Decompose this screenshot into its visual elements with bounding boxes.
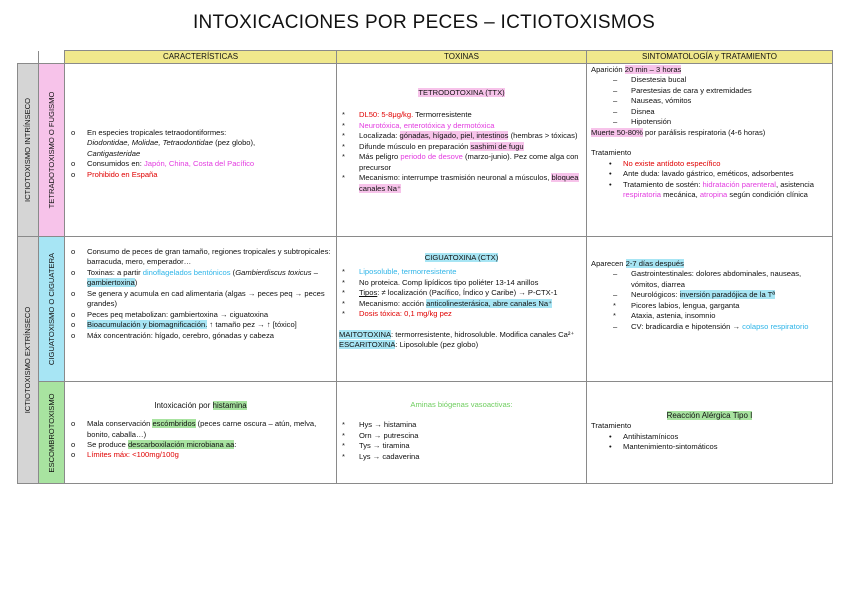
symptom-list [591, 75, 828, 127]
sin-cigua-content [587, 237, 832, 334]
text: anticolinesterásica, abre canales Na⁺ [426, 298, 553, 308]
text: Toxinas: a partir [87, 267, 143, 277]
text: Neurotóxica, enterotóxica y dermotóxica [359, 120, 495, 130]
text: Se produce [87, 439, 128, 449]
text: : Liposoluble (pez globo) [395, 340, 479, 350]
text: por parálisis respiratoria (4-6 horas) [642, 127, 766, 137]
list-item: * Lys → cadaverina [342, 451, 420, 461]
text: 2-7 días después [625, 259, 684, 268]
list-item: o Bioacumulación y biomagnificación. ↑ tamaño pez → ↑ [tóxico] [71, 320, 297, 330]
text: Parestesias de cara y extremidades [631, 85, 752, 95]
escaritoxina [337, 340, 586, 350]
text: atropina [699, 190, 728, 200]
text: ) [134, 278, 138, 288]
list-item: – Neurológicos: inversión paradójica de la Tª * Picores labios, lengua, garganta * Ataxia, astenia, insomnio [591, 290, 828, 321]
text: – [311, 267, 318, 277]
list-item: – Parestesias de cara y extremidades [613, 85, 752, 95]
list-item: o Consumidos en: Japón, China, Costa del Pacífico [71, 159, 255, 169]
list-item: • No existe antídoto específico [609, 158, 721, 168]
symptom-list [591, 269, 828, 332]
text: Tipos [359, 288, 378, 298]
list-item: * Picores labios, lengua, garganta [613, 300, 740, 310]
text: ↑ tamaño pez → ↑ [tóxico] [207, 320, 297, 330]
text: hidratación parenteral [702, 179, 776, 189]
ictiotoxismos-table [17, 50, 833, 484]
onset [591, 259, 828, 269]
text: Localizada: [359, 131, 400, 141]
list-item: • Ante duda: lavado gástrico, eméticos, adsorbentes [609, 169, 794, 179]
text: Gambierdiscus toxicus [235, 267, 312, 277]
text: (peces carne oscura – atún, melva, bonito, caballa…) [87, 419, 317, 439]
car-cigua-list [65, 247, 336, 341]
list-item: o Toxinas: a partir dinoflagelados bentónicos (Gambierdiscus toxicus – gambiertoxina) [71, 267, 318, 288]
tox-cigua [337, 237, 587, 382]
list-item: * Hys → histamina [342, 420, 417, 430]
text: Aparición [591, 65, 625, 74]
text: periodo de desove [400, 152, 463, 162]
tox-title-wrap [337, 88, 586, 98]
car-cigua [65, 237, 337, 382]
text: Prohibido en España [87, 169, 158, 179]
list-item: • Antihistamínicos [609, 431, 679, 441]
text: : termorresistente, hidrosoluble. Modifica canales Ca²⁺ [391, 329, 575, 339]
text: Antihistamínicos [623, 431, 679, 441]
list-item: o Máx concentración: hígado, cerebro, gónadas y cabeza [71, 330, 275, 340]
list-item: o Consumo de peces de gran tamaño, regiones tropicales y subtropicales: barracuda, mero, emperador… [71, 247, 331, 267]
list-item: o Peces peq metabolizan: gambiertoxina → ciguatoxina [71, 309, 269, 319]
sin-escombro-head [587, 410, 832, 421]
group-intrinseco-label: ICTIOTOXISMO INTRÍNSECO [22, 97, 32, 203]
group-extrinseco [18, 237, 39, 484]
list-item: – Disestesia bucal [613, 75, 687, 85]
text: DL50: 5-8μg/kg. [359, 110, 414, 120]
text: No existe antídoto específico [623, 158, 721, 168]
text: : [234, 439, 237, 449]
header-empty [39, 51, 65, 64]
list-item: * DL50: 5-8μg/kg. Termorresistente [342, 110, 472, 120]
onset [591, 65, 828, 75]
text: : ≠ localización (Pacífico, Índico y Caribe) → P-CTX-1 [377, 288, 558, 298]
text: Consumo de peces de gran tamaño, regiones tropicales y subtropicales: barracuda, mero, emperador… [87, 247, 331, 267]
text: Peces peq metabolizan: gambiertoxina → ciguatoxina [87, 309, 269, 319]
text: , asistencia [775, 179, 814, 189]
text: Termorresistente [413, 110, 472, 120]
text: Hipotensión [631, 117, 672, 127]
text: mecánica, [660, 190, 700, 200]
car-tetrodo [65, 64, 337, 237]
text: Mecanismo: acción [359, 298, 427, 308]
text: Más peligro [359, 152, 401, 162]
text: Difunde músculo en preparación [359, 141, 471, 151]
page-title: INTOXICACIONES POR PECES – ICTIOTOXISMOS [192, 12, 656, 33]
list-item: * Localizada: gónadas, hígado, piel, intestinos (hembras > tóxicas) [342, 131, 578, 141]
row-label-cigua [39, 237, 65, 382]
list-item: * Dosis tóxica: 0,1 mg/kg pez [342, 309, 452, 319]
tox-escombro [337, 382, 587, 484]
text: Ante duda: lavado gástrico, eméticos, adsorbentes [623, 169, 794, 179]
header-caracteristicas: CARACTERÍSTICAS [65, 51, 337, 64]
list-item: * Tipos: ≠ localización (Pacífico, Índico y Caribe) → P-CTX-1 [342, 288, 558, 298]
sin-tetrodo [587, 64, 833, 237]
toxin-name: TETRODOTOXINA (TTX) [418, 88, 505, 97]
text: Cantigasteridae [87, 148, 141, 158]
row-label-text: ESCOMBROTOXISMO [46, 392, 56, 473]
text: Límites máx: <100mg/100g [87, 450, 179, 460]
treatment-heading: Tratamiento [591, 148, 632, 158]
neuro-list [591, 301, 828, 322]
text: Bioacumulación y biomagnificación. [87, 320, 208, 330]
list-item: * Más peligro periodo de desove (marzo-junio). Pez come alga con precursor [342, 152, 579, 172]
text: Mecanismo: interrumpe trasmisión neuronal a músculos, [359, 173, 552, 183]
list-item: – Nauseas, vómitos [613, 96, 692, 106]
text: Mala conservación [87, 419, 153, 429]
text: 20 min – 3 horas [624, 65, 682, 74]
car-tetrodo-list [65, 128, 336, 180]
text: gambiertoxina [87, 278, 135, 288]
header-row [18, 51, 833, 64]
treatment-list [591, 159, 828, 201]
text: CV: bradicardia e hipotensión → [631, 321, 743, 331]
sin-escombro [587, 382, 833, 484]
text: Tratamiento de sostén: [623, 179, 703, 189]
text: (hembras > tóxicas) [508, 131, 578, 141]
list-item: o Mala conservación escómbridos (peces carne oscura – atún, melva, bonito, caballa…) [71, 419, 317, 439]
text: Máx concentración: hígado, cerebro, gónadas y cabeza [87, 330, 275, 340]
list-item: o En especies tropicales tetraodontiformes: Diodontidae, Molidae, Tetraodontidae (pez globo), Cantigasteridae [71, 128, 256, 158]
row-label-escombro [39, 382, 65, 484]
list-item: * Difunde músculo en preparación sashimi de fugu [342, 141, 524, 151]
row-tetrodotoxismo [18, 64, 833, 237]
text: escómbridos [152, 419, 196, 429]
row-label-tetrodo [39, 64, 65, 237]
text: bloquea canales Na⁺ [359, 173, 579, 193]
text: Disnea [631, 106, 655, 116]
list-item: o Se produce descarboxilación microbiana aa: [71, 439, 237, 449]
list-item: * Neurotóxica, enterotóxica y dermotóxica [342, 120, 495, 130]
text: Picores labios, lengua, garganta [631, 300, 740, 310]
treatment-heading: Tratamiento [591, 421, 632, 431]
car-escombro-head [65, 400, 336, 411]
tox-escombro-list [337, 420, 586, 462]
sin-cigua [587, 237, 833, 382]
text: Gastrointestinales: dolores abdominales, nauseas, vómitos, diarrea [631, 269, 802, 289]
text: Liposoluble, termorresistente [359, 267, 457, 277]
text: Tys → tiramina [359, 441, 410, 451]
text: Disestesia bucal [631, 75, 687, 85]
text: ESCARITOXINA [339, 340, 396, 350]
text: Consumidos en: [87, 159, 144, 169]
text: Reacción Alérgica Tipo I [666, 411, 753, 420]
list-item: * Orn → putrescina [342, 430, 419, 440]
row-escombrotoxismo [18, 382, 833, 484]
treatment-list [591, 432, 828, 453]
text: según condición clínica [727, 190, 808, 200]
group-intrinseco [18, 64, 39, 237]
tox-tetrodo-list [337, 110, 586, 194]
header-sintomatologia: SINTOMATOLOGÍA y TRATAMIENTO [587, 51, 833, 64]
header-toxinas: TOXINAS [337, 51, 587, 64]
text: Se genera y acumula en cad alimentaria (algas → peces peq → peces grandes) [87, 288, 325, 309]
text: (pez globo), [212, 138, 256, 148]
text: histamina [212, 401, 247, 410]
text: Aparecen [591, 259, 626, 268]
text: Muerte 50-80% [591, 127, 643, 137]
text: sashimi de fugu [470, 141, 524, 151]
list-item: * Mecanismo: interrumpe trasmisión neuronal a músculos, bloquea canales Na⁺ [342, 173, 579, 193]
text: Dosis tóxica: 0,1 mg/kg pez [359, 309, 452, 319]
list-item: – Hipotensión [613, 117, 672, 127]
text: Lys → cadaverina [359, 451, 420, 461]
list-item: • Mantenimiento-sintomáticos [609, 441, 718, 451]
header-empty [18, 51, 39, 64]
text: (marzo-junio). Pez come alga con precursor [359, 152, 579, 172]
text: Ataxia, astenia, insomnio [631, 311, 716, 321]
maitotoxina [337, 330, 586, 340]
row-label-text: CIGUATOXISMO O CIGUATERA [46, 252, 56, 366]
text: Nauseas, vómitos [631, 96, 692, 106]
tox-title-wrap [337, 253, 586, 263]
list-item: * Mecanismo: acción anticolinesterásica, abre canales Na⁺ [342, 298, 553, 308]
list-item: o Se genera y acumula en cad alimentaria (algas → peces peq → peces grandes) [71, 288, 325, 309]
toxin-name: CIGUATOXINA (CTX) [424, 253, 499, 262]
tox-cigua-list [337, 267, 586, 319]
mortality [591, 128, 828, 138]
text: colapso respiratorio [742, 321, 809, 331]
text: Diodontidae, Molidae, Tetraodontidae [87, 138, 213, 148]
list-item: * Liposoluble, termorresistente [342, 267, 457, 277]
text: ( [230, 267, 236, 277]
text: Intoxicación por [154, 401, 213, 410]
text: MAITOTOXINA [339, 329, 392, 339]
list-item: – Disnea [613, 106, 655, 116]
group-extrinseco-label: ICTIOTOXISMO EXTRÍNSECO [22, 306, 32, 414]
car-escombro [65, 382, 337, 484]
toxin-name: Aminas biógenas vasoactivas: [410, 400, 513, 409]
list-item: * Ataxia, astenia, insomnio [613, 311, 716, 321]
car-escombro-list [65, 419, 336, 461]
list-item: * No proteica. Comp lipídicos tipo poliéter 13-14 anillos [342, 277, 539, 287]
text: Japón, China, Costa del Pacífico [143, 159, 255, 169]
text: En especies tropicales tetraodontiformes: [87, 128, 227, 137]
text: Mantenimiento-sintomáticos [623, 441, 718, 451]
list-item: * Tys → tiramina [342, 441, 410, 451]
text: descarboxilación microbiana aa [127, 439, 235, 449]
text: respiratoria [623, 190, 661, 200]
list-item: – Gastrointestinales: dolores abdominales, nauseas, vómitos, diarrea [613, 269, 802, 289]
sin-tetrodo-content [587, 64, 832, 203]
text: gónadas, hígado, piel, intestinos [399, 131, 509, 141]
list-item: o Prohibido en España [71, 169, 158, 179]
text: Orn → putrescina [359, 430, 419, 440]
text: Neurológicos: [631, 290, 680, 300]
text: Hys → histamina [359, 420, 417, 430]
row-label-text: TETRADOTOXISMO O FUGISMO [46, 91, 56, 209]
list-item: • Tratamiento de sostén: hidratación parenteral, asistencia respiratoria mecánica, atropina según condición clínica [609, 179, 814, 200]
list-item: o Límites máx: <100mg/100g [71, 450, 179, 460]
text: No proteica. Comp lipídicos tipo poliéter 13-14 anillos [359, 277, 539, 287]
sin-escombro-content [587, 421, 832, 454]
row-ciguatera [18, 237, 833, 382]
text: inversión paradójica de la Tª [679, 290, 776, 300]
text: dinoflagelados bentónicos [142, 267, 231, 277]
list-item: – CV: bradicardia e hipotensión → colapso respiratorio [613, 321, 809, 331]
tox-tetrodo [337, 64, 587, 237]
